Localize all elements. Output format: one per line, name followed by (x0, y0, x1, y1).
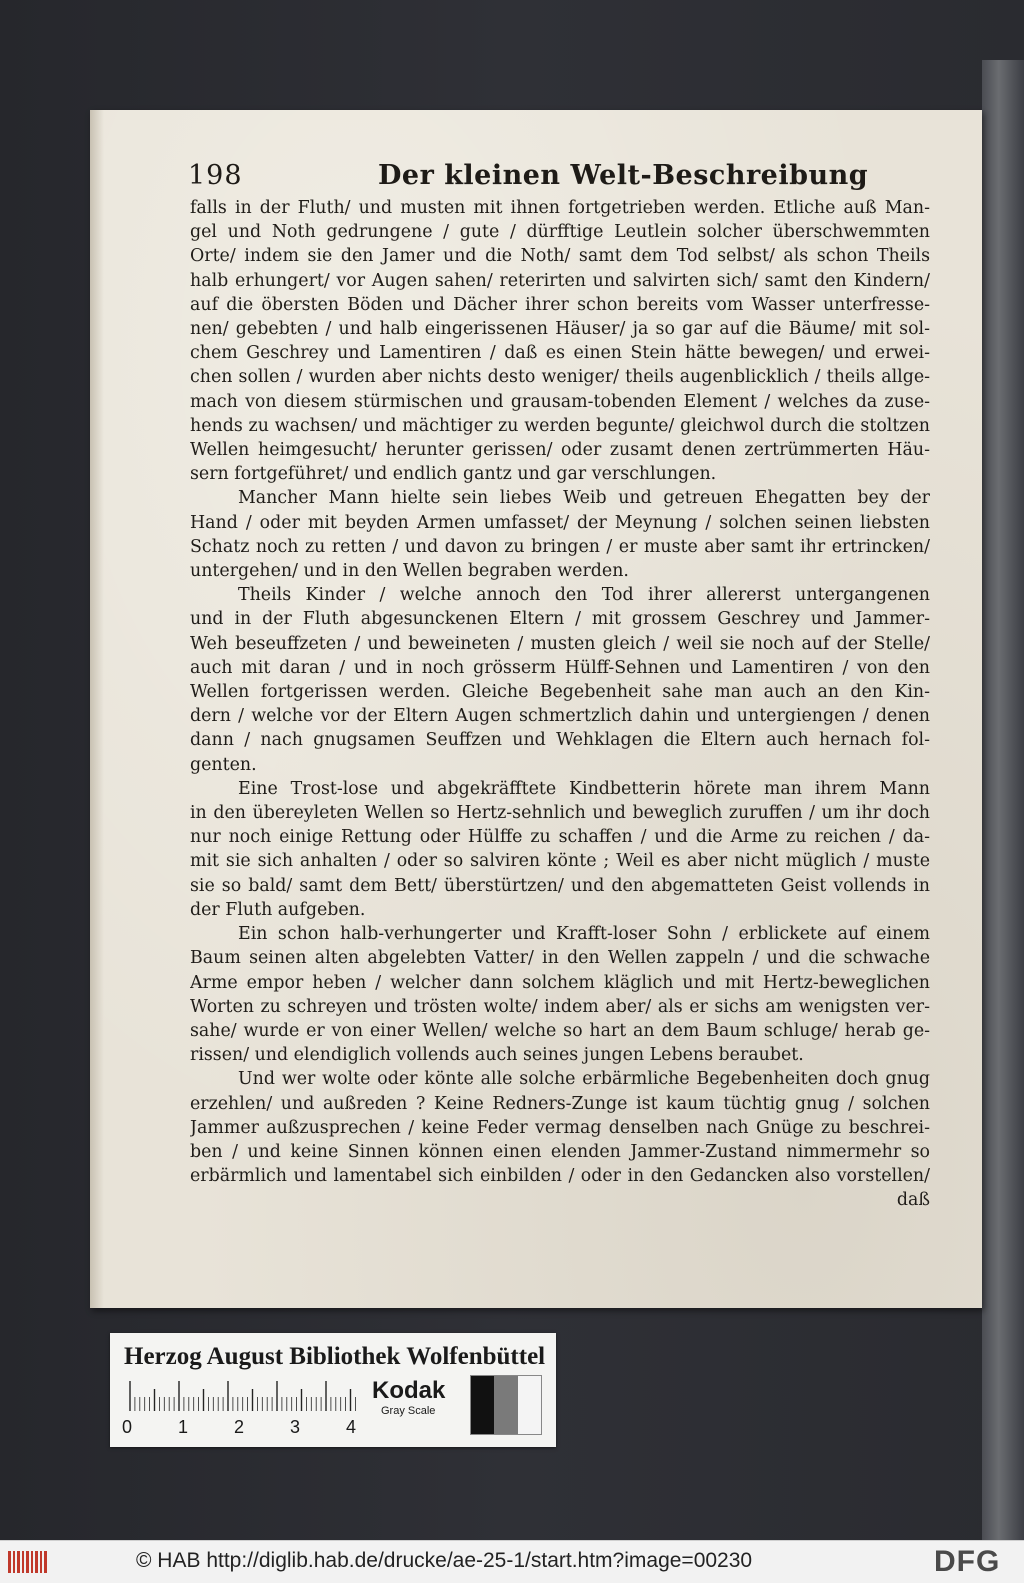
viewer-footer (0, 1540, 1024, 1583)
library-name: Herzog August Bibliothek Wolfenbüttel (124, 1343, 546, 1370)
page-body-text (190, 196, 930, 1213)
text-line: Jammer außzusprechen / keine Feder vermag denselben nach Gnüge zu beschrei- (190, 1117, 930, 1138)
ruler-number: 1 (178, 1417, 189, 1437)
text-line: der Fluth aufgeben. (190, 899, 366, 920)
kodak-logo: Kodak (372, 1377, 446, 1404)
dfg-logo: DFG (934, 1545, 1001, 1578)
text-line: Ein schon halb-verhungerter und Krafft-loser Sohn / erblickete auf einem (238, 924, 930, 945)
text-line: untergehen/ und in den Wellen begraben werden. (190, 561, 629, 582)
text-line: Wellen fortgerissen werden. Gleiche Begebenheit sahe man auch an den Kin- (190, 682, 930, 703)
gray-swatch (518, 1376, 541, 1434)
text-line: Eine Trost-lose und abgekräfftete Kindbetterin hörete man ihrem Mann (238, 778, 930, 799)
ruler-number: 3 (290, 1417, 301, 1437)
text-line: Weh beseuffzeten / und beweineten / musten gleich / weil sie noch auf der Stelle/ (190, 633, 930, 654)
text-line: dern / welche vor der Eltern Augen schmertzlich dahin und untergiengen / denen (190, 706, 930, 727)
hab-logo-icon (8, 1549, 48, 1575)
copyright-url: © HAB http://diglib.hab.de/drucke/ae-25-1/start.htm?image=00230 (136, 1549, 753, 1572)
running-head: Der kleinen Welt-Beschreibung (378, 160, 869, 191)
page-gutter-shadow (90, 110, 104, 1308)
text-line: Worten zu schreyen und trösten wolte/ indem aber/ als er sichs am wenigsten ver- (190, 996, 930, 1017)
ruler-number: 4 (346, 1417, 357, 1437)
ruler-number: 2 (234, 1417, 245, 1437)
text-line: und in der Fluth abgesunckenen Eltern / mit grossem Geschrey und Jammer- (190, 609, 930, 630)
text-line: mach von diesem stürmischen und grausam-tobenden Element / welches da zuse- (190, 391, 930, 412)
text-line: Schatz noch zu retten / und davon zu bringen / er muste aber samt ihr ertrincken/ (190, 536, 930, 557)
text-line: sahe/ wurde er von einer Wellen/ welche so hart an dem Baum schluge/ herab ge- (190, 1020, 930, 1041)
ruler-numbers (122, 1417, 358, 1441)
page-number: 198 (188, 160, 243, 191)
text-line: hends zu wachsen/ und mächtiger zu werden begunte/ gleichwol durch die stoltzen (190, 415, 930, 436)
text-line: mit sie sich anhalten / oder so salviren könte ; Weil es aber nicht müglich / muste (190, 851, 930, 872)
text-line: rissen/ und elendiglich vollends auch seines jungen Lebens beraubet. (190, 1045, 804, 1066)
text-line: auch mit daran / und in noch grösserm Hülff-Sehnen und Lamentiren / von den (190, 657, 930, 678)
text-line: Hand / oder mit beyden Armen umfasset/ der Meynung / solchen seinen liebsten (190, 512, 930, 533)
text-line: dann / nach gnugsamen Seuffzen und Wehklagen die Eltern auch hernach fol- (190, 730, 930, 751)
text-line: nur noch einige Rettung oder Hülffe zu schaffen / und die Arme zu reichen / da- (190, 827, 930, 848)
text-line: Orte/ indem sie den Jamer und die Noth/ samt dem Tod selbst/ als schon Theils (190, 246, 930, 267)
text-line: sie so bald/ samt dem Bett/ überstürtzen/ und den abgematteten Geist vollends in (190, 875, 930, 896)
adjacent-page-edge (982, 60, 1024, 1540)
text-line: erbärmlich und lamentabel sich einbilden / oder in den Gedancken also vorstellen/ (190, 1166, 930, 1187)
text-line: falls in der Fluth/ und musten mit ihnen fortgetrieben werden. Etliche auß Man- (190, 198, 930, 218)
book-page (90, 110, 982, 1308)
gray-swatch (471, 1376, 494, 1434)
text-line: Mancher Mann hielte sein liebes Weib und getreuen Ehegatten bey der (238, 488, 930, 509)
text-line: Wellen heimgesucht/ herunter gerissen/ oder zusamt denen zertrümmerten Häu- (190, 440, 930, 461)
text-line: Arme empor heben / welcher dann solchem kläglich und mit Hertz-beweglichen (190, 972, 930, 993)
measurement-ruler (126, 1381, 358, 1411)
color-reference-card (110, 1333, 556, 1447)
gray-scale-label: Gray Scale (381, 1405, 436, 1417)
text-line: gel und Noth gedrungene / gute / dürfftige Leutlein solcher überschwemmten (190, 222, 930, 243)
text-line: auf die öbersten Böden und Dächer ihrer schon bereits vom Wasser unterfresse- (190, 294, 930, 315)
gray-swatch (494, 1376, 517, 1434)
text-line: sern fortgeführet/ und endlich gantz und gar verschlungen. (190, 464, 717, 485)
text-line: genten. (190, 754, 257, 775)
text-line: daß (896, 1190, 930, 1211)
page-header (188, 160, 869, 200)
ruler-number: 0 (122, 1417, 133, 1437)
text-line: Und wer wolte oder könte alle solche erbärmliche Begebenheiten doch gnug (238, 1069, 930, 1090)
text-line: erzehlen/ und außreden ? Keine Redners-Zunge ist kaum tüchtig gnug / solchen (190, 1093, 930, 1114)
text-line: in den übereyleten Wellen so Hertz-sehnlich und beweglich zuruffen / um ihr doch (190, 803, 930, 824)
gray-scale-swatches (470, 1375, 542, 1435)
text-line: chem Geschrey und Lamentiren / daß es einen Stein hätte bewegen/ und erwei- (190, 343, 930, 364)
text-line: chen sollen / wurden aber nichts desto weniger/ theils augenblicklich / theils allge- (190, 367, 930, 388)
text-line: Theils Kinder / welche annoch den Tod ihrer allererst untergangenen (238, 585, 930, 606)
text-line: nen/ gebebten / und halb eingerissenen Häuser/ ja so gar auf die Bäume/ mit sol- (190, 319, 930, 340)
text-line: halb erhungert/ vor Augen sahen/ reterirten und salvirten sich/ samt den Kindern/ (190, 270, 930, 291)
text-line: Baum seinen alten abgelebten Vatter/ in den Wellen zappeln / und die schwache (190, 948, 930, 969)
text-line: ben / und keine Sinnen können einen elenden Jammer-Zustand nimmermehr so (190, 1141, 930, 1162)
